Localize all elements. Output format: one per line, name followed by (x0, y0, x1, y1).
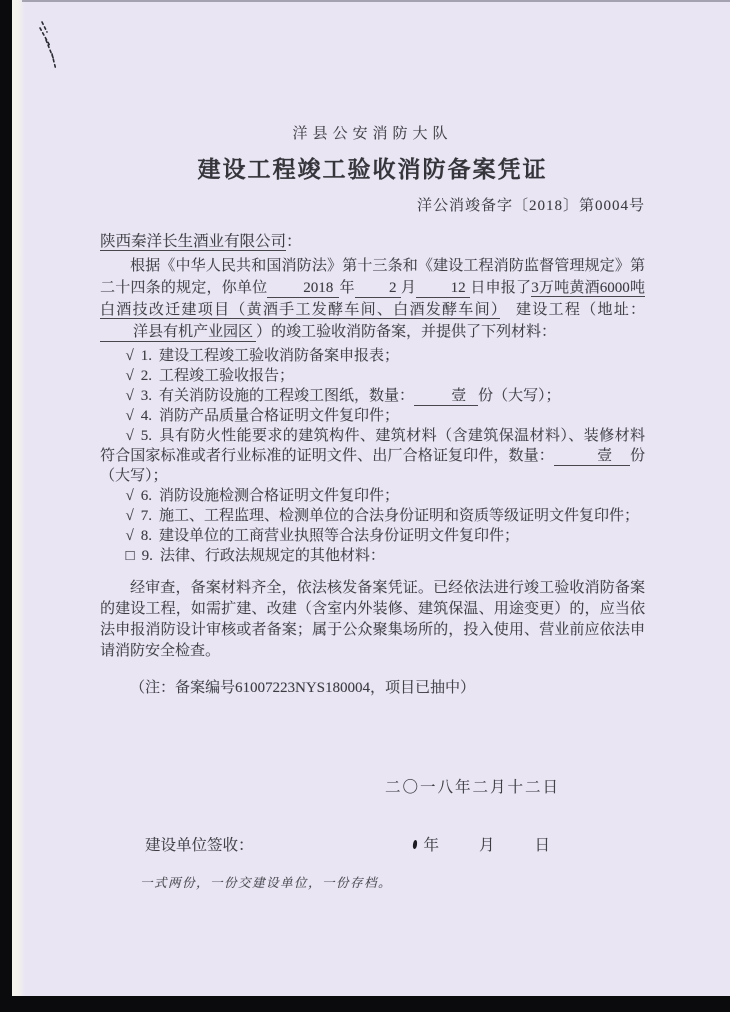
material-item-9 (100, 546, 645, 566)
material-item-2 (100, 366, 645, 386)
filled-month-field: 2 (355, 280, 401, 298)
signoff-month-label: 月 (478, 837, 495, 854)
intro-paragraph (100, 255, 645, 343)
signoff-year-label: 年 (423, 837, 439, 854)
addressee-line (100, 229, 645, 251)
material-item-7 (100, 506, 645, 526)
item-text: 消防产品质量合格证明文件复印件； (158, 408, 399, 424)
signoff-label: 建设单位签收： (145, 837, 254, 854)
signoff-row (100, 833, 645, 855)
checkbox-icon: □ (125, 548, 135, 564)
item-number: 4. (140, 408, 152, 424)
scan-bottom-black-edge (0, 996, 730, 1012)
checkmark-icon: √ (125, 428, 134, 444)
filled-day-field: 12 (416, 280, 470, 298)
project-address-field: 洋县有机产业园区 (100, 324, 256, 342)
quantity-field: 壹 (414, 388, 478, 406)
item-number: 5. (140, 428, 152, 444)
paper-left-edge (12, 0, 25, 1012)
item-text: 法律、行政法规规定的其他材料： (159, 548, 385, 564)
item-number: 1. (140, 348, 152, 364)
material-item-5 (100, 426, 645, 486)
project-name-field: 3万吨黄酒6000吨白酒技改迁建项目（黄酒手工发酵车间、白酒发酵车间） (100, 280, 645, 318)
scan-left-black-edge (0, 0, 12, 1012)
checkmark-icon: √ (125, 388, 134, 404)
material-item-3 (100, 386, 645, 406)
item-number: 6. (140, 488, 152, 504)
filled-year-field: 2018 (267, 280, 339, 298)
item-text: 建设单位的工商营业执照等合法身份证明文件复印件； (158, 528, 519, 544)
intro-mid: 建设工程（地址： (515, 302, 645, 318)
document-title: 建设工程竣工验收消防备案凭证 (197, 156, 548, 182)
filing-note: （注：备案编号61007223NYS180004，项目已抽中） (130, 680, 476, 696)
quantity-field: 壹 (554, 448, 630, 466)
year-unit: 年 (339, 280, 355, 296)
intro-tail: ）的竣工验收消防备案，并提供了下列材料： (256, 324, 557, 340)
intro-lead: 根据《中华人民共和国消防法》第十三条和《建设工程消防监督管理规定》第二十四条的规定，你单位 (100, 258, 645, 296)
copies-note: 一式两份，一份交建设单位，一份存档。 (140, 876, 393, 890)
signoff-day-label: 日 (534, 837, 550, 854)
item-number: 8. (140, 528, 152, 544)
issue-date: 二〇一八年二月十二日 (384, 779, 560, 796)
checkmark-icon: √ (125, 508, 134, 524)
month-unit: 月 (400, 280, 417, 296)
item-text: 消防设施检测合格证明文件复印件； (158, 488, 399, 504)
material-item-1 (100, 346, 645, 366)
signoff-date-blanks (423, 833, 645, 855)
checkmark-icon: √ (125, 408, 134, 424)
document-page (25, 2, 730, 996)
item-number: 3. (140, 388, 152, 404)
item-text: 工程竣工验收报告； (158, 368, 294, 384)
item-text: 施工、工程监理、检测单位的合法身份证明和资质等级证明文件复印件； (158, 508, 639, 524)
item-number: 7. (140, 508, 152, 524)
material-item-4 (100, 406, 645, 426)
day-unit: 日申报了 (470, 280, 532, 296)
checkmark-icon: √ (125, 368, 134, 384)
item-text: 有关消防设施的工程竣工图纸，数量： (158, 388, 414, 404)
item-number: 2. (140, 368, 152, 384)
addressee-colon: ： (286, 233, 302, 250)
item-text: 建设工程竣工验收消防备案申报表； (158, 348, 399, 364)
item-text: 具有防火性能要求的建筑构件、建筑材料（含建筑保温材料）、装修材料符合国家标准或者行业标准的证明文件、出厂合格证复印件，数量： (100, 428, 645, 464)
document-number: 洋公消竣备字〔2018〕第0004号 (416, 198, 645, 214)
item-text-post: 份（大写）； (478, 388, 561, 404)
material-item-6 (100, 486, 645, 506)
addressee-company: 陕西秦洋长生酒业有限公司 (100, 233, 287, 250)
materials-list (100, 346, 645, 566)
issuing-authority: 洋县公安消防大队 (292, 126, 453, 142)
item-number: 9. (141, 548, 153, 564)
decision-paragraph: 经审查，备案材料齐全，依法核发备案凭证。已经依法进行竣工验收消防备案的建设工程，如需扩建、改建（含室内外装修、建筑保温、用途变更）的，应当依法申报消防设计审核或者备案；属于公众聚集场所的，投入使用、营业前应依法申请消防安全检查。 (100, 580, 645, 659)
checkmark-icon: √ (125, 528, 134, 544)
item-text-post: 份（大写）； (100, 448, 645, 484)
material-item-8 (100, 526, 645, 546)
checkmark-icon: √ (125, 348, 134, 364)
checkmark-icon: √ (125, 488, 134, 504)
